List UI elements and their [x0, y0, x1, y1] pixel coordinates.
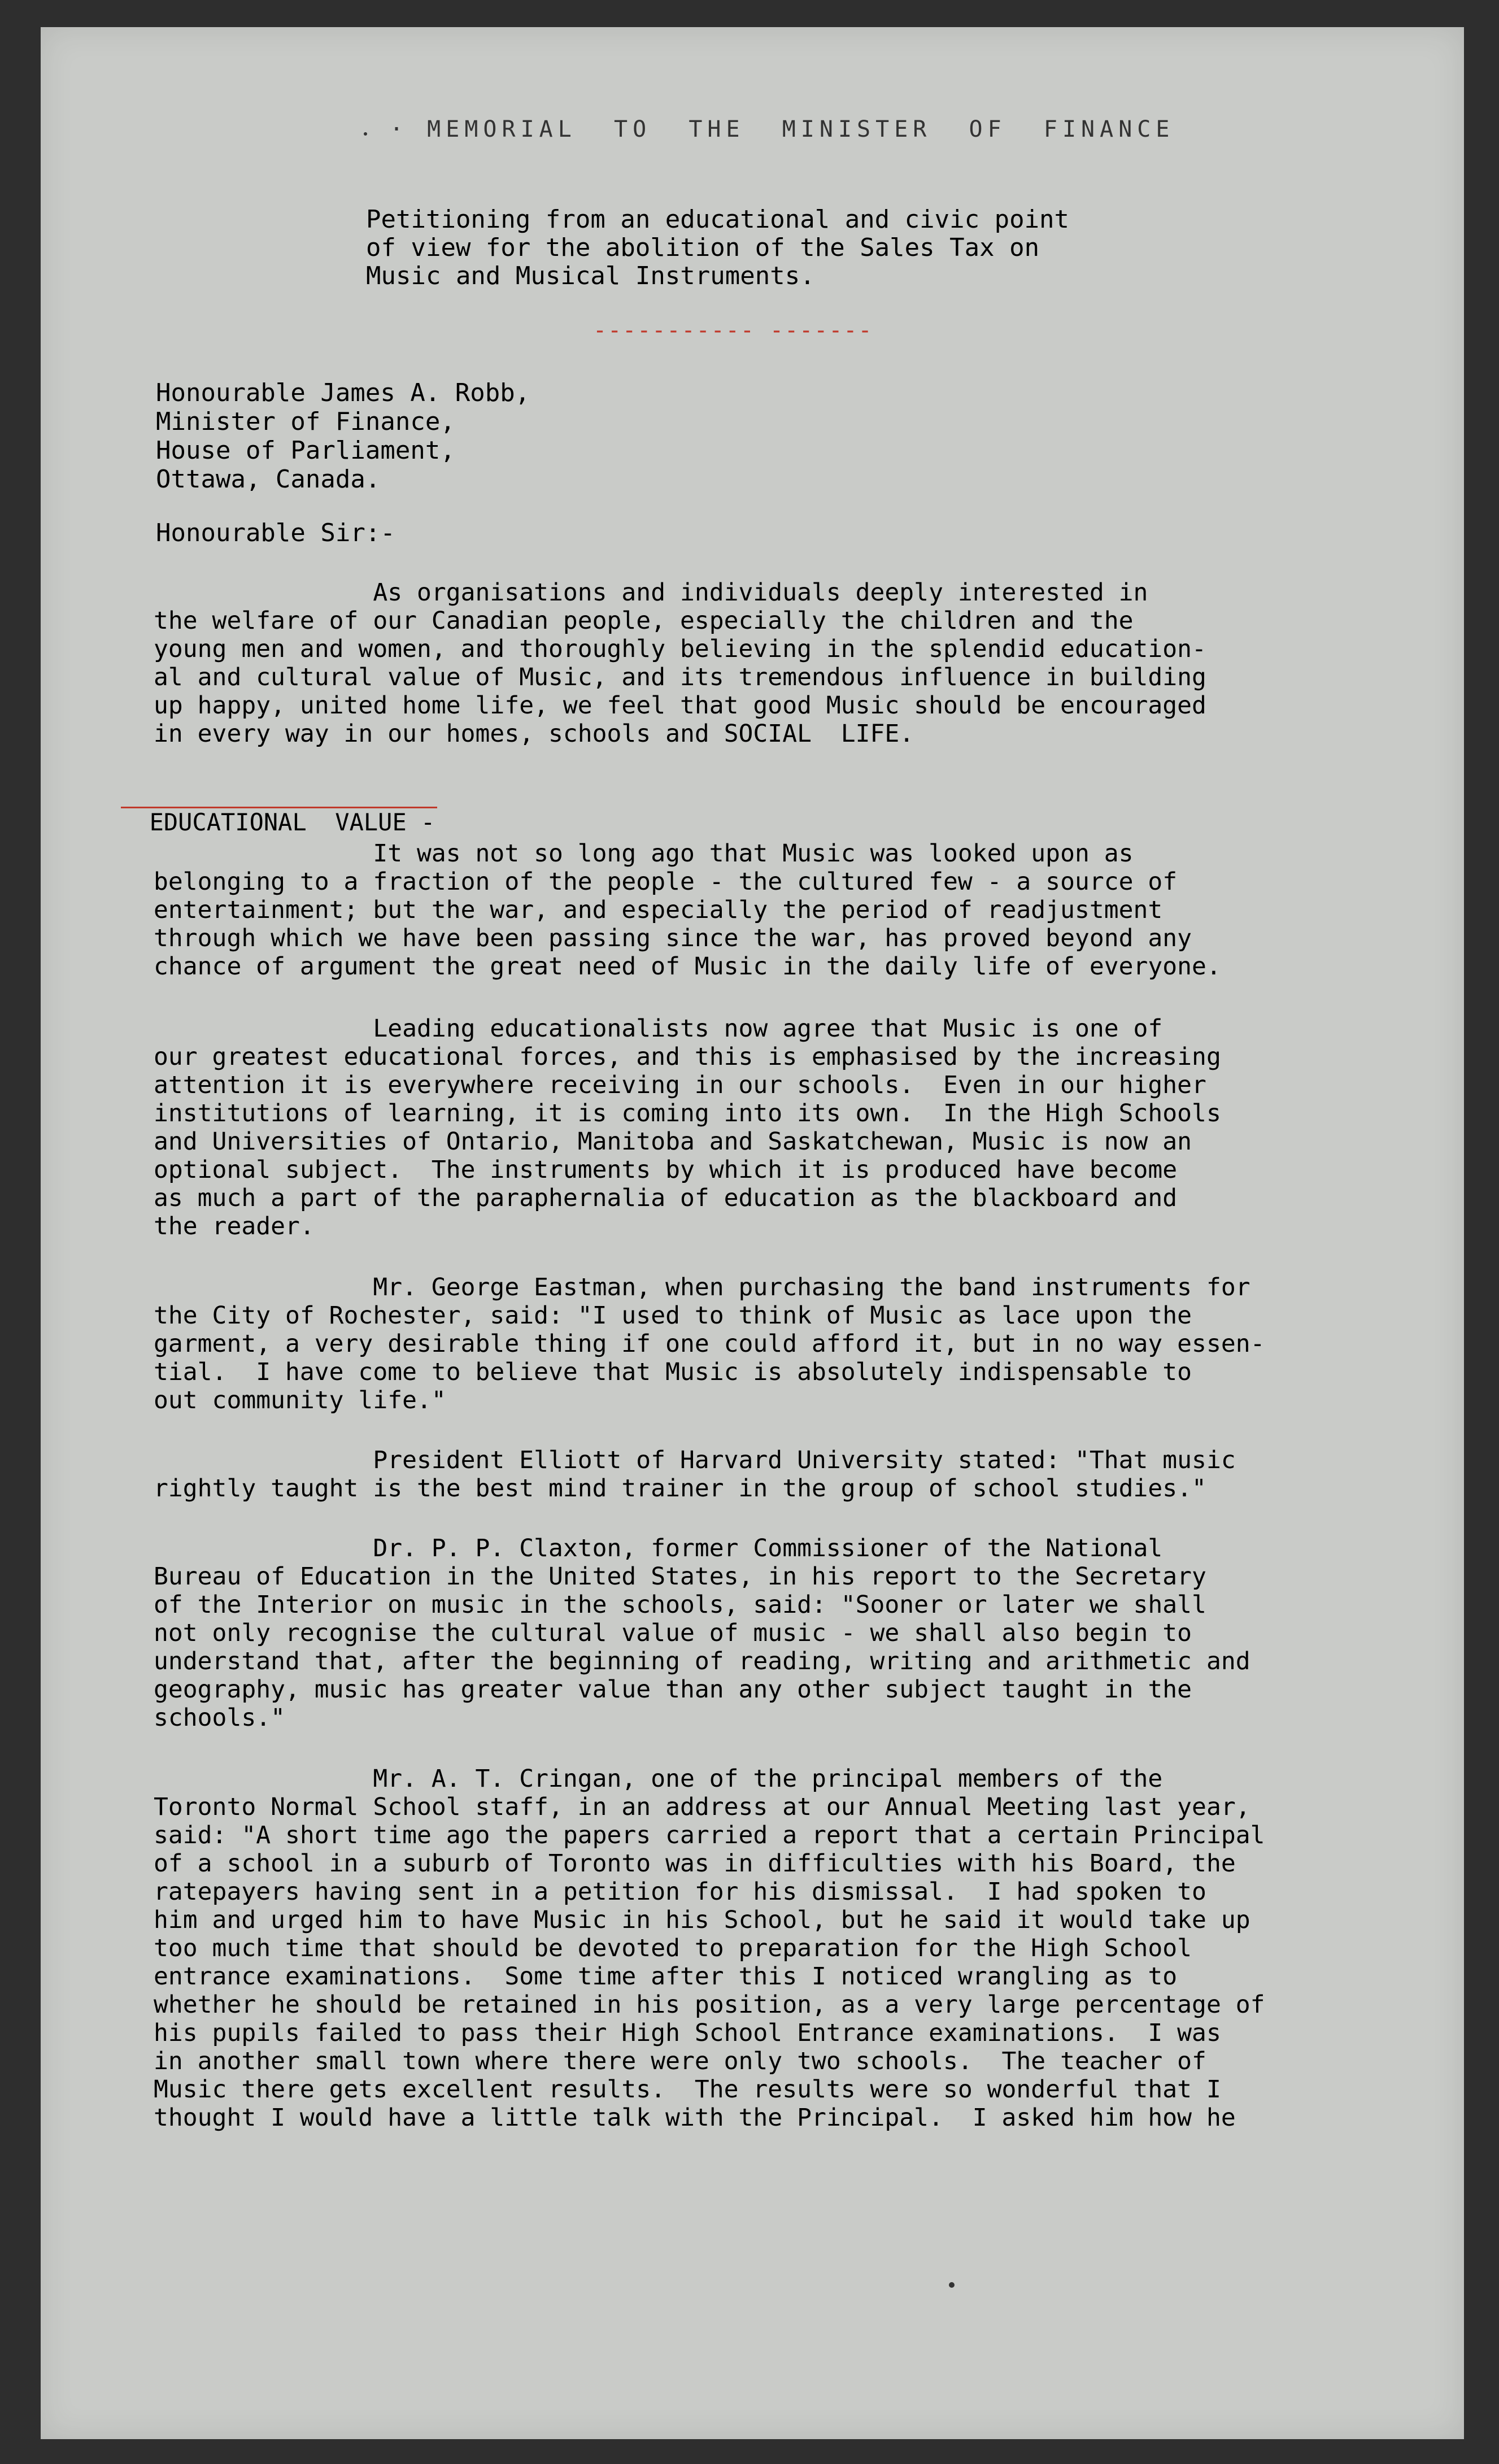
recipient-address: Honourable James A. Robb, Minister of Finance, House of Parliament, Ottawa, Canada. [156, 378, 530, 494]
section-heading-text: EDUCATIONAL VALUE - [149, 808, 435, 836]
intro-paragraph: As organisations and individuals deeply interested in the welfare of our Canadian people, especially the children and the young men and women, and thoroughly believing in the splendid education- al and cultural value of Music, and its tremendous influence in building up happy, united home life, we feel that good Music should be encouraged in every way in our homes, schools and SOCIAL LIFE. [154, 578, 1206, 748]
memorial-title: · MEMORIAL TO THE MINISTER OF FINANCE [390, 116, 1175, 142]
section-heading-underline [121, 807, 437, 808]
ink-dot [364, 132, 367, 136]
salutation: Honourable Sir:- [156, 519, 395, 547]
memorial-subtitle: Petitioning from an educational and civic point of view for the abolition of the Sales Tax on Music and Musical Instruments. [366, 205, 1070, 290]
paragraph-5: Dr. P. P. Claxton, former Commissioner of the National Bureau of Education in the United States, in his report to the Secretary of the Interior on music in the schools, said: "Sooner or later we shall not only recognise the cultural value of music - we shall also begin to understand that, after the beginning of reading, writing and arithmetic and geography, music has greater value than any other subject taught in the schools." [154, 1534, 1250, 1732]
paragraph-4: President Elliott of Harvard University stated: "That music rightly taught is the best mind trainer in the group of school studies." [154, 1446, 1236, 1503]
paragraph-1: It was not so long ago that Music was looked upon as belonging to a fraction of the people - the cultured few - a source of entertainment; but the war, and especially the period of readjustment through which we have been passing since the war, has proved beyond any chance of argument the great need of Music in the daily life of everyone. [154, 839, 1221, 981]
paragraph-6: Mr. A. T. Cringan, one of the principal members of the Toronto Normal School staff, in an address at our Annual Meeting last year, said: "A short time ago the papers carried a report that a certain Principal of a school in a suburb of Toronto was in difficulties with his Board, the ratepayers having sent in a petition for his dismissal. I had spoken to him and urged him to have Music in his School, but he said it would take up too much time that should be devoted to preparation for the High School entrance examinations. Some time after this I noticed wrangling as to whether he should be retained in his position, as a very large percentage of his pupils failed to pass their High School Entrance examinations. I was in another small town where there were only two schools. The teacher of Music there gets excellent results. The results were so wonderful that I thought I would have a little talk with the Principal. I asked him how he [154, 1765, 1265, 2132]
paragraph-3: Mr. George Eastman, when purchasing the band instruments for the City of Rochester, said: "I used to think of Music as lace upon the garment, a very desirable thing if one could afford it, but in no way essen- tial. I have come to believe that Music is absolutely indispensable to out community life." [154, 1273, 1265, 1414]
ink-dot-bottom [949, 2282, 955, 2288]
paragraph-2: Leading educationalists now agree that Music is one of our greatest educational forces, and this is emphasised by the increasing attention it is everywhere receiving in our schools. Even in our higher institutions of learning, it is coming into its own. In the High Schools and Universities of Ontario, Manitoba and Saskatchewan, Music is now an optional subject. The instruments by which it is produced have become as much a part of the paraphernalia of education as the blackboard and the reader. [154, 1015, 1221, 1240]
red-divider: ----------- ------- [593, 317, 873, 343]
